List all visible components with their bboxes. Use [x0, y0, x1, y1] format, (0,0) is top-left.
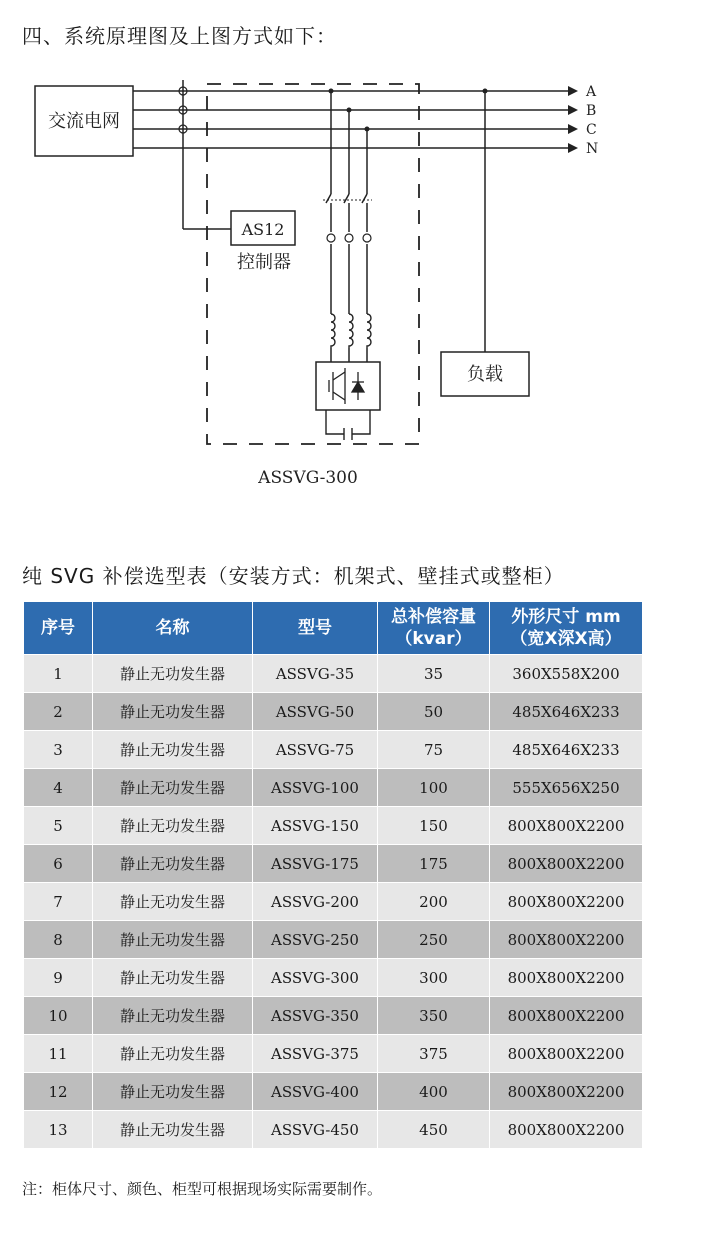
cell-index: 12: [24, 1073, 93, 1111]
table-row: [24, 1111, 643, 1149]
phase-label-b: B: [586, 103, 597, 119]
table-row: [24, 807, 643, 845]
table-row: [24, 883, 643, 921]
cell-model: ASSVG-350: [253, 997, 378, 1035]
cell-index: 4: [24, 769, 93, 807]
cell-name: 静止无功发生器: [93, 997, 253, 1035]
table-row: [24, 921, 643, 959]
cell-capacity: 100: [378, 769, 490, 807]
grid-label: 交流电网: [48, 111, 120, 132]
cell-name: 静止无功发生器: [93, 693, 253, 731]
cell-capacity: 300: [378, 959, 490, 997]
cell-capacity: 150: [378, 807, 490, 845]
table-row: [24, 959, 643, 997]
table-header-row: [24, 602, 643, 655]
cell-model: ASSVG-75: [253, 731, 378, 769]
cell-name: 静止无功发生器: [93, 655, 253, 693]
cell-size: 800X800X2200: [490, 959, 643, 997]
cell-size: 555X656X250: [490, 769, 643, 807]
cell-capacity: 250: [378, 921, 490, 959]
bus-arrows: [568, 86, 578, 153]
cell-capacity: 400: [378, 1073, 490, 1111]
header-capacity-line1: 总补偿容量: [391, 607, 476, 627]
selection-table: [23, 601, 643, 1149]
cell-capacity: 450: [378, 1111, 490, 1149]
fuses: [327, 234, 371, 242]
cell-model: ASSVG-150: [253, 807, 378, 845]
cell-model: ASSVG-250: [253, 921, 378, 959]
cell-capacity: 35: [378, 655, 490, 693]
cell-index: 2: [24, 693, 93, 731]
cell-name: 静止无功发生器: [93, 883, 253, 921]
cell-index: 6: [24, 845, 93, 883]
section-title: 四、系统原理图及上图方式如下：: [22, 24, 337, 48]
cell-model: ASSVG-450: [253, 1111, 378, 1149]
load-label: 负载: [467, 364, 503, 385]
table-row: [24, 769, 643, 807]
cell-model: ASSVG-175: [253, 845, 378, 883]
cell-model: ASSVG-100: [253, 769, 378, 807]
cell-size: 800X800X2200: [490, 997, 643, 1035]
table-title: 纯 SVG 补偿选型表（安装方式：机架式、壁挂式或整柜）: [22, 564, 565, 588]
cell-index: 7: [24, 883, 93, 921]
cell-size: 800X800X2200: [490, 1035, 643, 1073]
table-row: [24, 845, 643, 883]
inductors: [331, 314, 371, 348]
table-body: [24, 655, 643, 1149]
cell-capacity: 350: [378, 997, 490, 1035]
controller-model: AS12: [241, 220, 285, 239]
cell-size: 800X800X2200: [490, 883, 643, 921]
phase-label-c: C: [586, 122, 597, 138]
cell-name: 静止无功发生器: [93, 731, 253, 769]
cell-model: ASSVG-35: [253, 655, 378, 693]
cell-index: 10: [24, 997, 93, 1035]
cell-name: 静止无功发生器: [93, 921, 253, 959]
header-size-line2: （宽X深X高）: [510, 629, 622, 649]
cell-index: 8: [24, 921, 93, 959]
system-diagram: [0, 60, 717, 500]
cell-model: ASSVG-200: [253, 883, 378, 921]
cell-capacity: 200: [378, 883, 490, 921]
cell-size: 485X646X233: [490, 731, 643, 769]
cell-capacity: 175: [378, 845, 490, 883]
cell-index: 3: [24, 731, 93, 769]
cell-name: 静止无功发生器: [93, 1035, 253, 1073]
cell-size: 800X800X2200: [490, 1111, 643, 1149]
cell-model: ASSVG-50: [253, 693, 378, 731]
cell-name: 静止无功发生器: [93, 769, 253, 807]
cell-model: ASSVG-375: [253, 1035, 378, 1073]
cell-index: 5: [24, 807, 93, 845]
cell-model: ASSVG-400: [253, 1073, 378, 1111]
cell-index: 11: [24, 1035, 93, 1073]
cell-size: 485X646X233: [490, 693, 643, 731]
cell-index: 1: [24, 655, 93, 693]
cell-size: 800X800X2200: [490, 921, 643, 959]
cell-model: ASSVG-300: [253, 959, 378, 997]
header-size: [490, 602, 643, 655]
table-row: [24, 1035, 643, 1073]
header-model: 型号: [253, 602, 378, 655]
cell-size: 800X800X2200: [490, 1073, 643, 1111]
phase-label-a: A: [586, 84, 597, 100]
igbt-icon: [329, 368, 364, 404]
controller-label: 控制器: [237, 252, 291, 273]
table-row: [24, 997, 643, 1035]
table-row: [24, 1073, 643, 1111]
table-row: [24, 731, 643, 769]
cell-name: 静止无功发生器: [93, 1111, 253, 1149]
cell-index: 13: [24, 1111, 93, 1149]
cell-capacity: 75: [378, 731, 490, 769]
igbt-module: [316, 362, 380, 410]
bus-lines: [133, 91, 570, 148]
phase-label-n: N: [586, 141, 599, 157]
header-size-line1: 外形尺寸 mm: [511, 607, 621, 627]
cell-size: 800X800X2200: [490, 807, 643, 845]
footnote: 注：柜体尺寸、颜色、柜型可根据现场实际需要制作。: [22, 1180, 383, 1198]
header-index: 序号: [24, 602, 93, 655]
cell-size: 360X558X200: [490, 655, 643, 693]
cell-size: 800X800X2200: [490, 845, 643, 883]
table-row: [24, 655, 643, 693]
cell-index: 9: [24, 959, 93, 997]
header-capacity-line2: （kvar）: [395, 629, 472, 649]
header-name: 名称: [93, 602, 253, 655]
cell-name: 静止无功发生器: [93, 959, 253, 997]
cell-name: 静止无功发生器: [93, 807, 253, 845]
table-row: [24, 693, 643, 731]
cell-capacity: 50: [378, 693, 490, 731]
device-label: ASSVG-300: [258, 468, 358, 488]
cell-capacity: 375: [378, 1035, 490, 1073]
header-capacity: [378, 602, 490, 655]
cell-name: 静止无功发生器: [93, 845, 253, 883]
cell-name: 静止无功发生器: [93, 1073, 253, 1111]
